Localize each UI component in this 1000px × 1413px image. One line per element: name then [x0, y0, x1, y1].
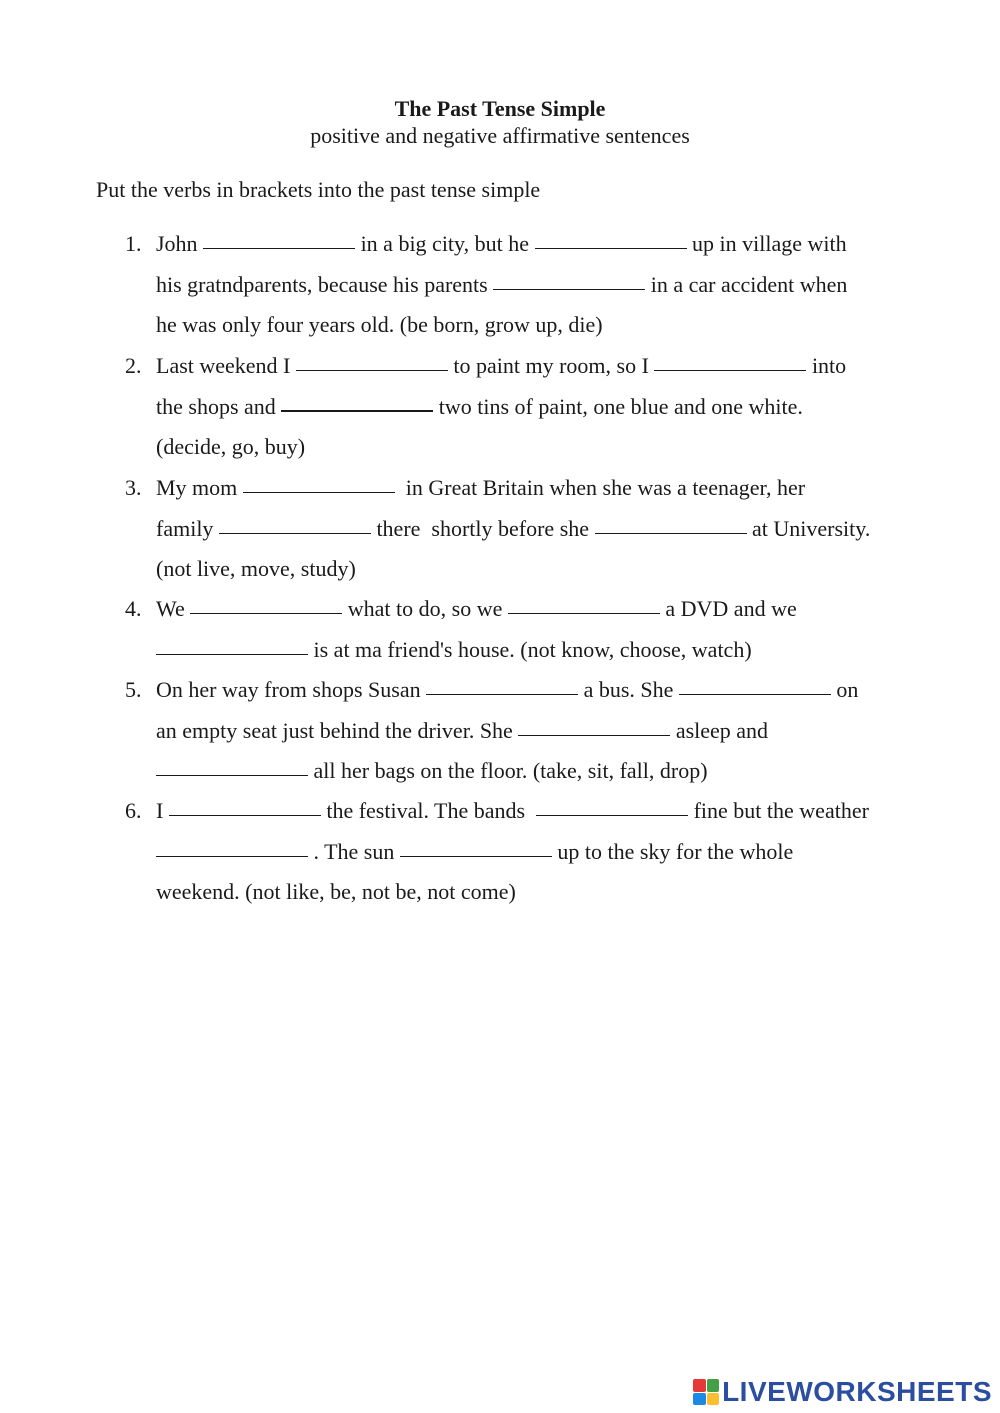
liveworksheets-logo-icon [693, 1379, 719, 1405]
liveworksheets-brand [693, 1376, 992, 1407]
sentence-text: John [156, 231, 204, 256]
answer-blank[interactable] [535, 247, 687, 249]
sentence-text: all her bags on the floor. (take, sit, fall, drop) [308, 758, 708, 783]
answer-blank[interactable] [281, 409, 433, 412]
sentence-text: an empty seat just behind the driver. She [156, 718, 519, 743]
sentence-text: I [156, 798, 169, 823]
exercise-line [156, 394, 803, 420]
sentence-text: Last weekend I [156, 353, 296, 378]
answer-blank[interactable] [508, 612, 660, 614]
exercise-line [156, 637, 752, 663]
sentence-text: into [806, 353, 847, 378]
sentence-text: up to the sky for the whole [551, 839, 794, 864]
exercise-line [156, 353, 846, 379]
exercise-number: 6. [125, 798, 142, 823]
exercise-number: 4. [125, 596, 142, 621]
answer-blank[interactable] [679, 693, 831, 695]
exercise-number: 5. [125, 677, 142, 702]
exercise-line [156, 516, 870, 542]
worksheet-subtitle: positive and negative affirmative sentences [310, 123, 690, 148]
exercise-number: 3. [125, 475, 142, 500]
exercise-line [156, 556, 356, 582]
sentence-text: in a car accident when [645, 272, 848, 297]
exercise-line [156, 758, 708, 784]
exercise-line [156, 677, 858, 703]
answer-blank[interactable] [203, 247, 355, 249]
answer-blank[interactable] [156, 653, 308, 655]
answer-blank[interactable] [190, 612, 342, 614]
sentence-text: We [156, 596, 191, 621]
sentence-text: . The sun [308, 839, 400, 864]
instruction-text: Put the verbs in brackets into the past tense simple [96, 177, 541, 202]
answer-blank[interactable] [536, 814, 688, 816]
exercise-line [156, 312, 603, 338]
exercise-line [156, 879, 516, 905]
sentence-text: in Great Britain when she was a teenager, her [394, 475, 806, 500]
sentence-text: there shortly before she [370, 516, 595, 541]
answer-blank[interactable] [595, 532, 747, 534]
answer-blank[interactable] [400, 855, 552, 857]
sentence-text: to paint my room, so I [447, 353, 655, 378]
sentence-text: he was only four years old. (be born, grow up, die) [156, 312, 603, 337]
logo-tile-green [707, 1379, 720, 1392]
sentence-text: (not live, move, study) [156, 556, 356, 581]
sentence-text: On her way from shops Susan [156, 677, 427, 702]
sentence-text: weekend. (not like, be, not be, not come) [156, 879, 516, 904]
sentence-text: is at ma friend's house. (not know, choose, watch) [308, 637, 752, 662]
brand-text: LIVEWORKSHEETS [722, 1376, 992, 1407]
sentence-text: his gratndparents, because his parents [156, 272, 494, 297]
answer-blank[interactable] [518, 734, 670, 736]
sentence-text: what to do, so we [342, 596, 508, 621]
sentence-text: on [830, 677, 859, 702]
answer-blank[interactable] [296, 369, 448, 371]
logo-tile-yellow [707, 1393, 720, 1406]
exercise-line [156, 718, 768, 744]
sentence-text: a bus. She [578, 677, 679, 702]
worksheet-title: The Past Tense Simple [394, 96, 606, 121]
sentence-text: fine but the weather [688, 798, 869, 823]
answer-blank[interactable] [243, 491, 395, 493]
answer-blank[interactable] [156, 774, 308, 776]
answer-blank[interactable] [493, 288, 645, 290]
answer-blank[interactable] [654, 369, 806, 371]
sentence-text: a DVD and we [659, 596, 797, 621]
exercise-line [156, 839, 793, 865]
exercise-number: 2. [125, 353, 142, 378]
sentence-text: the festival. The bands [320, 798, 537, 823]
answer-blank[interactable] [169, 814, 321, 816]
sentence-text: asleep and [670, 718, 769, 743]
exercise-line [156, 434, 305, 460]
logo-tile-blue [693, 1393, 706, 1406]
exercise-line [156, 231, 847, 257]
sentence-text: My mom [156, 475, 243, 500]
sentence-text: the shops and [156, 394, 282, 419]
exercise-line [156, 798, 869, 824]
logo-tile-red [693, 1379, 706, 1392]
exercise-line [156, 596, 797, 622]
sentence-text: in a big city, but he [355, 231, 535, 256]
sentence-text: at University. [746, 516, 871, 541]
sentence-text: two tins of paint, one blue and one white. [433, 394, 803, 419]
answer-blank[interactable] [156, 855, 308, 857]
sentence-text: (decide, go, buy) [156, 434, 306, 459]
exercise-number: 1. [125, 231, 142, 256]
sentence-text: family [156, 516, 219, 541]
exercise-line [156, 272, 847, 298]
answer-blank[interactable] [426, 693, 578, 695]
answer-blank[interactable] [219, 532, 371, 534]
sentence-text: up in village with [686, 231, 847, 256]
exercise-line [156, 475, 805, 501]
